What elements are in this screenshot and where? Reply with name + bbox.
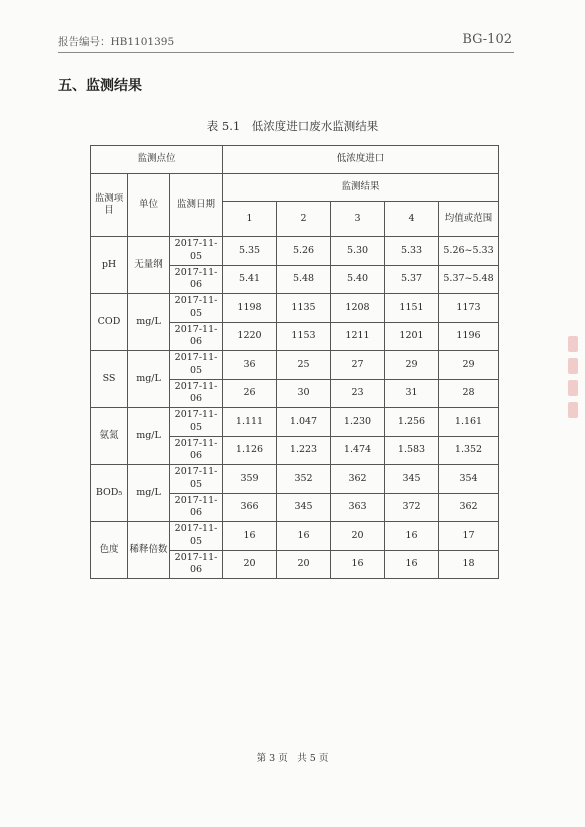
value-cell: 366 xyxy=(223,493,277,522)
value-cell: 27 xyxy=(331,351,385,380)
date-cell: 2017-11-06 xyxy=(170,265,223,294)
value-cell: 5.26 xyxy=(277,237,331,266)
date-cell: 2017-11-05 xyxy=(170,294,223,323)
table-caption: 表 5.1 低浓度进口废水监测结果 xyxy=(206,119,379,133)
date-cell: 2017-11-05 xyxy=(170,237,223,266)
date-cell: 2017-11-06 xyxy=(170,550,223,579)
value-cell: 20 xyxy=(277,550,331,579)
value-cell: 352 xyxy=(277,465,331,494)
table-row xyxy=(91,408,499,437)
value-cell: 20 xyxy=(223,550,277,579)
value-cell: 345 xyxy=(385,465,439,494)
value-cell: 372 xyxy=(385,493,439,522)
table-row xyxy=(91,522,499,551)
result-col-header: 1 xyxy=(223,202,277,237)
value-cell: 1196 xyxy=(439,322,499,351)
results-header: 监测结果 xyxy=(223,174,499,202)
unit-cell: mg/L xyxy=(128,408,170,465)
value-cell: 1.583 xyxy=(385,436,439,465)
unit-header: 单位 xyxy=(128,174,170,237)
value-cell: 1.256 xyxy=(385,408,439,437)
point-label-cell: 监测点位 xyxy=(91,146,223,174)
value-cell: 1135 xyxy=(277,294,331,323)
value-cell: 1153 xyxy=(277,322,331,351)
value-cell: 345 xyxy=(277,493,331,522)
date-cell: 2017-11-05 xyxy=(170,522,223,551)
date-cell: 2017-11-06 xyxy=(170,436,223,465)
value-cell: 25 xyxy=(277,351,331,380)
value-cell: 1.352 xyxy=(439,436,499,465)
page-footer: 第 3 页 共 5 页 xyxy=(256,753,329,764)
item-name-cell: 氨氮 xyxy=(91,408,128,465)
value-cell: 17 xyxy=(439,522,499,551)
value-cell: 16 xyxy=(223,522,277,551)
value-cell: 16 xyxy=(277,522,331,551)
item-name-cell: SS xyxy=(91,351,128,408)
value-cell: 363 xyxy=(331,493,385,522)
value-cell: 29 xyxy=(439,351,499,380)
value-cell: 5.37~5.48 xyxy=(439,265,499,294)
unit-cell: mg/L xyxy=(128,294,170,351)
value-cell: 5.26~5.33 xyxy=(439,237,499,266)
value-cell: 1208 xyxy=(331,294,385,323)
value-cell: 1.111 xyxy=(223,408,277,437)
item-name-cell: 色度 xyxy=(91,522,128,579)
value-cell: 1198 xyxy=(223,294,277,323)
value-cell: 28 xyxy=(439,379,499,408)
date-cell: 2017-11-05 xyxy=(170,408,223,437)
value-cell: 16 xyxy=(385,550,439,579)
value-cell: 20 xyxy=(331,522,385,551)
date-cell: 2017-11-06 xyxy=(170,493,223,522)
table-row xyxy=(91,237,499,266)
value-cell: 30 xyxy=(277,379,331,408)
value-cell: 29 xyxy=(385,351,439,380)
value-cell: 5.30 xyxy=(331,237,385,266)
result-col-header: 3 xyxy=(331,202,385,237)
value-cell: 359 xyxy=(223,465,277,494)
value-cell: 5.41 xyxy=(223,265,277,294)
unit-cell: 无量纲 xyxy=(128,237,170,294)
value-cell: 1201 xyxy=(385,322,439,351)
date-cell: 2017-11-05 xyxy=(170,351,223,380)
value-cell: 1.126 xyxy=(223,436,277,465)
date-header: 监测日期 xyxy=(170,174,223,237)
result-col-header: 2 xyxy=(277,202,331,237)
value-cell: 23 xyxy=(331,379,385,408)
value-cell: 18 xyxy=(439,550,499,579)
result-col-header: 均值或范围 xyxy=(439,202,499,237)
value-cell: 1.474 xyxy=(331,436,385,465)
date-cell: 2017-11-06 xyxy=(170,379,223,408)
value-cell: 362 xyxy=(331,465,385,494)
value-cell: 1151 xyxy=(385,294,439,323)
value-cell: 1211 xyxy=(331,322,385,351)
value-cell: 16 xyxy=(385,522,439,551)
unit-cell: mg/L xyxy=(128,351,170,408)
value-cell: 1173 xyxy=(439,294,499,323)
table-row xyxy=(91,294,499,323)
value-cell: 1.047 xyxy=(277,408,331,437)
item-name-cell: pH xyxy=(91,237,128,294)
item-name-cell: COD xyxy=(91,294,128,351)
value-cell: 26 xyxy=(223,379,277,408)
value-cell: 36 xyxy=(223,351,277,380)
value-cell: 5.48 xyxy=(277,265,331,294)
value-cell: 362 xyxy=(439,493,499,522)
value-cell: 1.223 xyxy=(277,436,331,465)
value-cell: 1220 xyxy=(223,322,277,351)
value-cell: 5.40 xyxy=(331,265,385,294)
monitoring-results-table xyxy=(90,145,499,579)
value-cell: 16 xyxy=(331,550,385,579)
value-cell: 5.33 xyxy=(385,237,439,266)
unit-cell: mg/L xyxy=(128,465,170,522)
item-name-cell: BOD₅ xyxy=(91,465,128,522)
value-cell: 1.161 xyxy=(439,408,499,437)
date-cell: 2017-11-06 xyxy=(170,322,223,351)
document-code: BG-102 xyxy=(462,32,512,47)
item-header: 监测项目 xyxy=(91,174,128,237)
date-cell: 2017-11-05 xyxy=(170,465,223,494)
table-row xyxy=(91,465,499,494)
value-cell: 5.37 xyxy=(385,265,439,294)
value-cell: 5.35 xyxy=(223,237,277,266)
value-cell: 31 xyxy=(385,379,439,408)
result-col-header: 4 xyxy=(385,202,439,237)
value-cell: 354 xyxy=(439,465,499,494)
point-value-cell: 低浓度进口 xyxy=(223,146,499,174)
seal-stamp xyxy=(568,330,582,440)
unit-cell: 稀释倍数 xyxy=(128,522,170,579)
section-title: 五、监测结果 xyxy=(58,78,142,94)
report-number: 报告编号：HB1101395 xyxy=(58,36,175,48)
value-cell: 1.230 xyxy=(331,408,385,437)
table-row xyxy=(91,351,499,380)
page-header xyxy=(58,30,514,53)
